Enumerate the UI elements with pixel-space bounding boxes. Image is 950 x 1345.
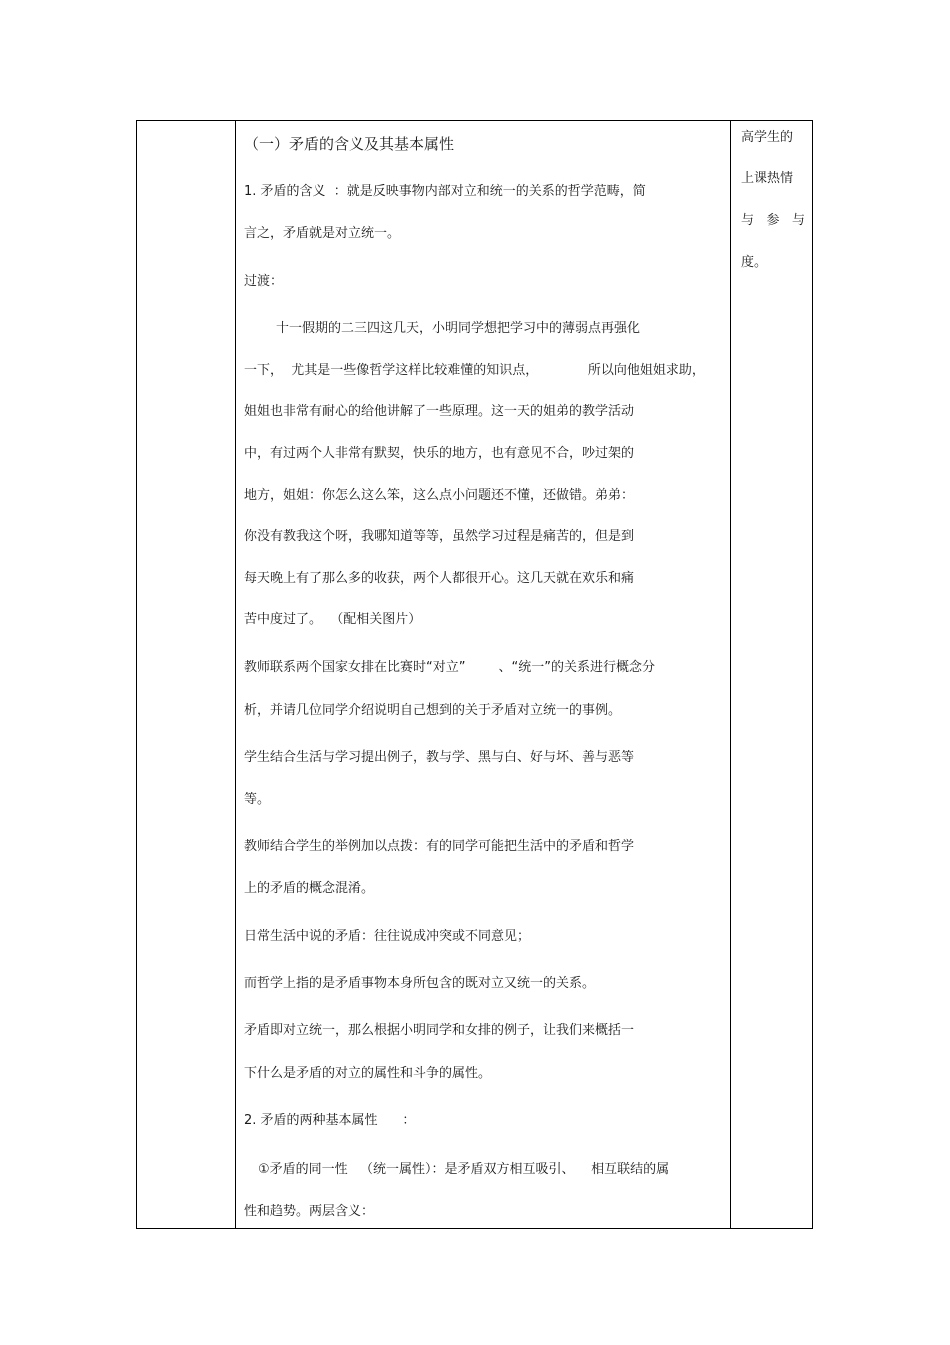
content-line: 地方，姐姐：你怎么这么笨，这么点小问题还不懂，还做错。弟弟： [244,488,635,503]
intent-line: 高学生的 [741,130,794,145]
content-line: 下什么是矛盾的对立的属性和斗争的属性。 [244,1066,492,1081]
content-line: 1. 矛盾的含义 ：就是反映事物内部对立和统一的关系的哲学范畴，简 [244,184,646,199]
content-line: ①矛盾的同一性 （统一属性）：是矛盾双方相互吸引、 相互联结的属 [258,1162,670,1177]
content-line: 教师联系两个国家女排在比赛时“对立” 、“统一”的关系进行概念分 [244,660,655,675]
content-line: 性和趋势。两层含义： [244,1204,375,1219]
content-line: 2. 矛盾的两种基本属性 ： [244,1113,416,1128]
content-line: 教师结合学生的举例加以点拨：有的同学可能把生活中的矛盾和哲学 [244,839,635,854]
content-line: 苦中度过了。 （配相关图片） [244,612,422,627]
content-line: 过渡： [244,274,284,289]
intent-line-spaced [741,213,805,229]
intent-line: 度。 [741,255,768,270]
left-column-cell [137,121,235,1228]
lesson-plan-table [136,120,813,1229]
content-line: 每天晚上有了那么多的收获，两个人都很开心。这几天就在欢乐和痛 [244,571,635,586]
content-line: 矛盾即对立统一，那么根据小明同学和女排的例子，让我们来概括一 [244,1023,635,1038]
content-line: 姐姐也非常有耐心的给他讲解了一些原理。这一天的姐弟的教学活动 [244,404,635,419]
intent-line: 上课热情 [741,171,794,186]
content-line: 中，有过两个人非常有默契，快乐的地方，也有意见不合，吵过架的 [244,446,635,461]
intent-char: 与 [741,213,755,228]
content-line: 十一假期的二三四这几天，小明同学想把学习中的薄弱点再强化 [276,321,641,336]
content-line: 而哲学上指的是矛盾事物本身所包含的既对立又统一的关系。 [244,976,596,991]
content-line: 析，并请几位同学介绍说明自己想到的关于矛盾对立统一的事例。 [244,703,622,718]
content-line: 学生结合生活与学习提出例子，教与学、黑与白、好与坏、善与恶等 [244,750,635,765]
intent-char: 与 [791,213,805,228]
content-line: 言之，矛盾就是对立统一。 [244,226,401,241]
section-heading: （一）矛盾的含义及其基本属性 [244,135,455,153]
intent-char: 参 [766,213,780,228]
content-line: 一下， 尤其是一些像哲学这样比较难懂的知识点， 所以向他姐姐求助， [244,363,705,378]
content-line: 你没有教我这个呀，我哪知道等等，虽然学习过程是痛苦的，但是到 [244,529,635,544]
content-line: 等。 [244,792,271,807]
teaching-content-cell [236,121,730,1228]
design-intent-cell [731,121,813,1228]
content-line: 日常生活中说的矛盾：往往说成冲突或不同意见； [244,929,531,944]
content-line: 上的矛盾的概念混淆。 [244,881,375,896]
